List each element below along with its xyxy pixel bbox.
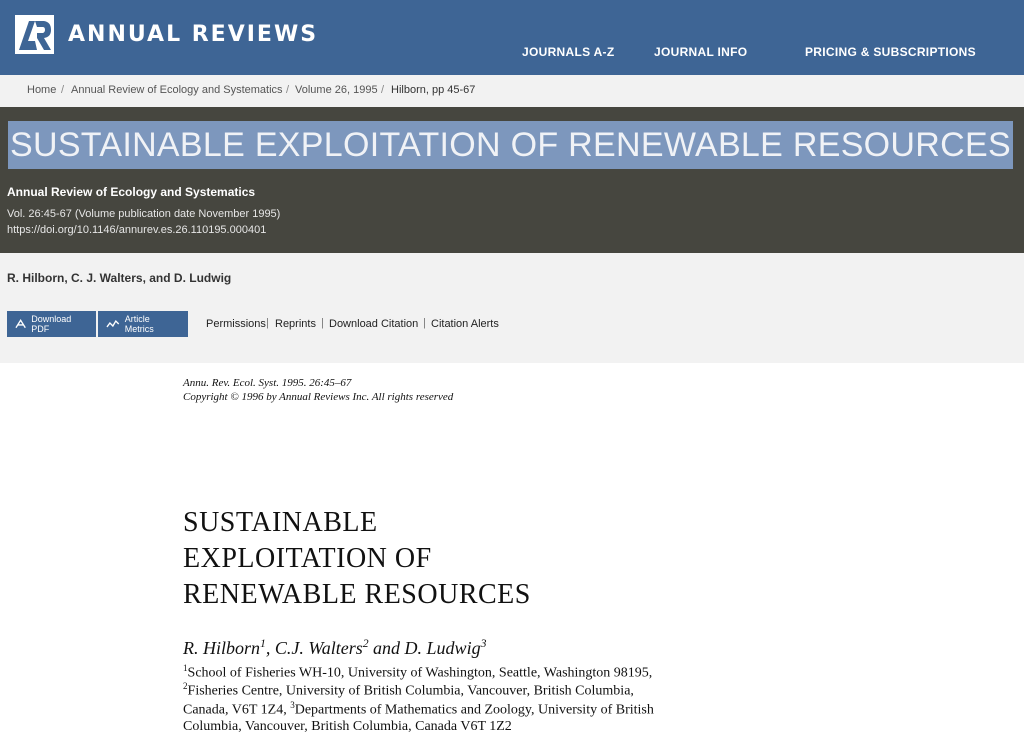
permissions-link[interactable]: Permissions	[206, 318, 266, 330]
breadcrumb	[0, 75, 1024, 108]
paper-affiliation: Canada, V6T 1Z4, $^3$Departments of Mathematics and Zoology, University of British	[183, 700, 654, 718]
download-citation-link[interactable]: Download Citation	[329, 318, 419, 330]
download-pdf-label: Download PDF	[31, 314, 72, 334]
breadcrumb-separator: /	[61, 84, 65, 96]
link-divider: |	[266, 317, 269, 329]
paper-affiliation: Columbia, Vancouver, British Columbia, Canada V6T 1Z2	[183, 719, 512, 734]
site-header	[0, 0, 1024, 75]
journal-name[interactable]: Annual Review of Ecology and Systematics	[7, 185, 256, 199]
link-divider: |	[321, 317, 324, 329]
breadcrumb-home[interactable]: Home	[27, 84, 57, 96]
breadcrumb-separator: /	[286, 84, 290, 96]
pdf-icon	[15, 319, 26, 329]
paper-title-line: RENEWABLE RESOURCES	[183, 579, 531, 610]
paper-copyright: Copyright © 1996 by Annual Reviews Inc. All rights reserved	[183, 391, 454, 403]
paper-title-line: SUSTAINABLE	[183, 507, 378, 538]
paper-title-line: EXPLOITATION OF	[183, 543, 432, 574]
citation-alerts-link[interactable]: Citation Alerts	[431, 318, 499, 330]
paper-affiliation: $^1$School of Fisheries WH-10, University of Washington, Seattle, Washington 98195,	[183, 663, 653, 681]
link-divider: |	[423, 317, 426, 329]
nav-pricing-subscriptions[interactable]: PRICING & SUBSCRIPTIONS	[805, 45, 976, 59]
breadcrumb-journal[interactable]: Annual Review of Ecology and Systematics	[71, 84, 283, 96]
article-title: SUSTAINABLE EXPLOITATION OF RENEWABLE RESOURCES	[8, 121, 1013, 169]
article-metrics-button[interactable]	[98, 311, 188, 337]
paper-preview	[0, 363, 1024, 746]
breadcrumb-volume[interactable]: Volume 26, 1995	[295, 84, 378, 96]
breadcrumb-current: Hilborn, pp 45-67	[391, 84, 476, 96]
article-metrics-label: Article Metrics	[124, 314, 154, 334]
metrics-chart-icon	[106, 319, 120, 329]
article-authors: R. Hilborn, C. J. Walters, and D. Ludwig	[7, 271, 232, 285]
nav-journal-info[interactable]: JOURNAL INFO	[654, 45, 748, 59]
download-pdf-button[interactable]	[7, 311, 96, 337]
reprints-link[interactable]: Reprints	[275, 318, 316, 330]
doi-link[interactable]: https://doi.org/10.1146/annurev.es.26.110195.000401	[7, 224, 267, 236]
breadcrumb-separator: /	[381, 84, 385, 96]
paper-authors: R. Hilborn$^1$, C.J. Walters$^2$ and D. Ludwig$^3$	[183, 637, 487, 658]
annual-reviews-logo-icon[interactable]	[15, 15, 54, 54]
paper-citation: Annu. Rev. Ecol. Syst. 1995. 26:45–67	[183, 377, 352, 389]
authors-actions-band	[0, 253, 1024, 363]
volume-info: Vol. 26:45-67 (Volume publication date November 1995)	[7, 208, 281, 220]
paper-affiliation: $^2$Fisheries Centre, University of British Columbia, Vancouver, British Columbia,	[183, 681, 634, 699]
brand-name[interactable]: ANNUAL REVIEWS	[68, 22, 319, 47]
nav-journals-az[interactable]: JOURNALS A-Z	[522, 45, 615, 59]
